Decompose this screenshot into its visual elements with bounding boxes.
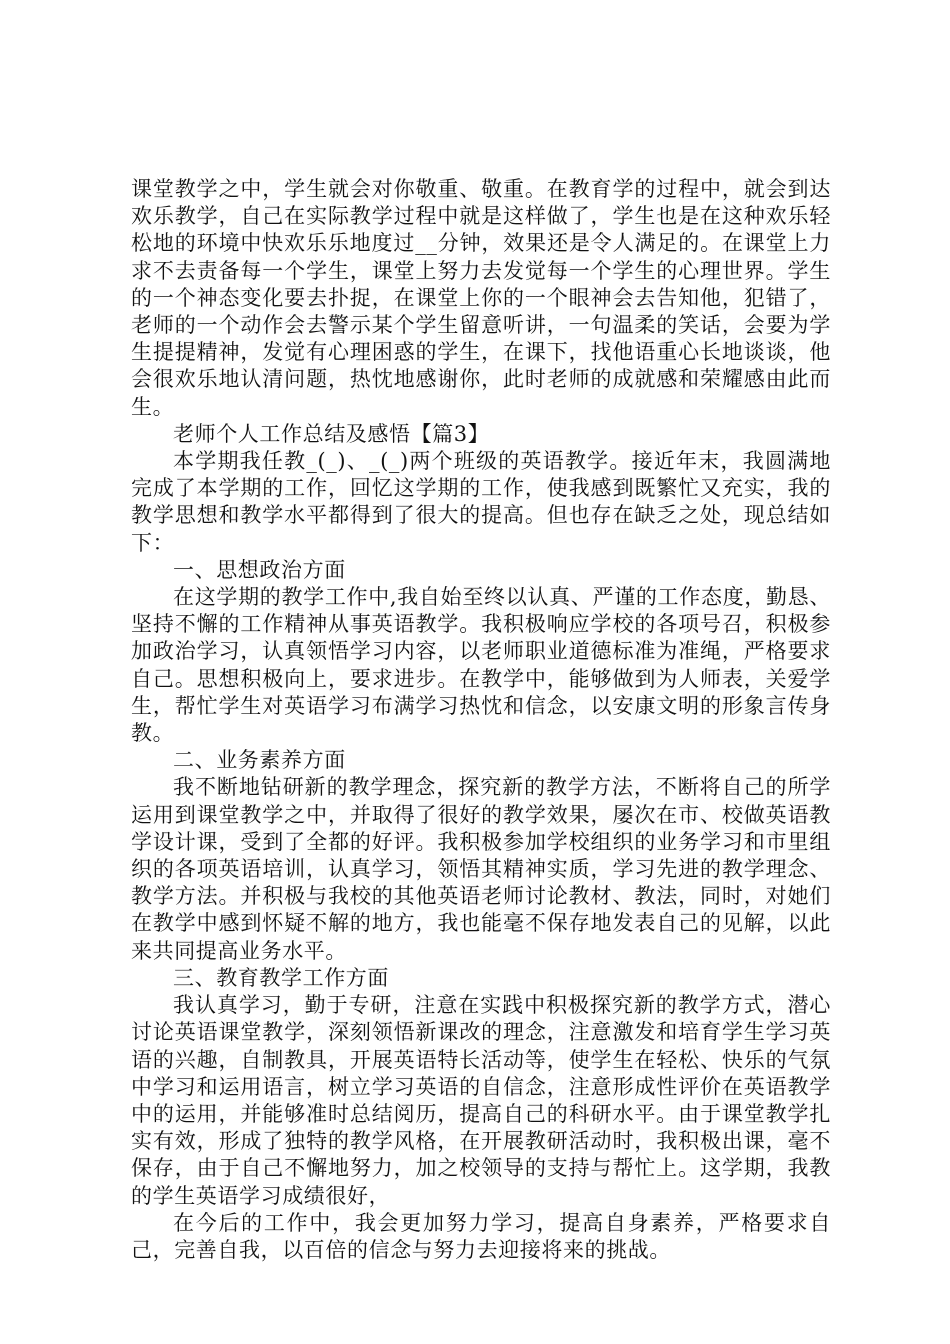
document-body: [131, 176, 831, 1264]
body-paragraph: 在这学期的教学工作中,我自始至终以认真、严谨的工作态度，勤恳、坚持不懈的工作精神从事英语教学。我积极响应学校的各项号召，积极参加政治学习，认真领悟学习内容，以老师职业道德标准为准绳，严格要求自己。思想积极向上，要求进步。在教学中，能够做到为人师表，关爱学生，帮忙学生对英语学习布满学习热忱和信念，以安康文明的形象言传身教。: [131, 585, 831, 746]
section-heading-politics: 一、思想政治方面: [173, 557, 346, 582]
section-heading-teaching: 三、教育教学工作方面: [173, 965, 389, 990]
body-paragraph: 本学期我任教_(_)、_(_)两个班级的英语教学。接近年末，我圆满地完成了本学期的工作，回忆这学期的工作，使我感到既繁忙又充实，我的教学思想和教学水平都得到了很大的提高。但也存在缺乏之处，现总结如下：: [131, 449, 831, 555]
body-paragraph: 我认真学习，勤于专研，注意在实践中积极探究新的教学方式，潜心讨论英语课堂教学，深刻领悟新课改的理念，注意激发和培育学生学习英语的兴趣，自制教具，开展英语特长活动等，使学生在轻松、快乐的气氛中学习和运用语言，树立学习英语的自信念，注意形成性评价在英语教学中的运用，并能够准时总结阅历，提高自己的科研水平。由于课堂教学扎实有效，形成了独特的教学风格，在开展教研活动时，我积极出课，毫不保存，由于自己不懈地努力，加之校领导的支持与帮忙上。这学期，我教的学生英语学习成绩很好，: [131, 993, 831, 1208]
body-paragraph: 课堂教学之中，学生就会对你敬重、敬重。在教育学的过程中，就会到达欢乐教学，自己在实际教学过程中就是这样做了，学生也是在这种欢乐轻松地的环境中快欢乐乐地度过__分钟，效果还是令人满足的。在课堂上力求不去责备每一个学生，课堂上努力去发觉每一个学生的心理世界。学生的一个神态变化要去扑捉，在课堂上你的一个眼神会去告知他，犯错了，老师的一个动作会去警示某个学生留意听讲，一句温柔的笑话，会要为学生提提精神，发觉有心理困惑的学生，在课下，找他语重心长地谈谈，他会很欢乐地认清问题，热忱地感谢你，此时老师的成就感和荣耀感由此而生。: [131, 177, 831, 419]
section-heading-professional: 二、业务素养方面: [173, 748, 346, 773]
body-paragraph: 我不断地钻研新的教学理念，探究新的教学方法，不断将自己的所学运用到课堂教学之中，并取得了很好的教学效果，屡次在市、校做英语教学设计课，受到了全都的好评。我积极参加学校组织的业务学习和市里组织的各项英语培训，认真学习，领悟其精神实质，学习先进的教学理念、教学方法。并积极与我校的其他英语老师讨论教材、教法，同时，对她们在教学中感到怀疑不解的地方，我也能毫不保存地发表自己的见解，以此来共同提高业务水平。: [131, 775, 831, 963]
section-title: 老师个人工作总结及感悟【篇3】: [173, 421, 490, 446]
body-paragraph-closing: 在今后的工作中，我会更加努力学习，提高自身素养，严格要求自己，完善自我，以百倍的信念与努力去迎接将来的挑战。: [131, 1210, 831, 1262]
